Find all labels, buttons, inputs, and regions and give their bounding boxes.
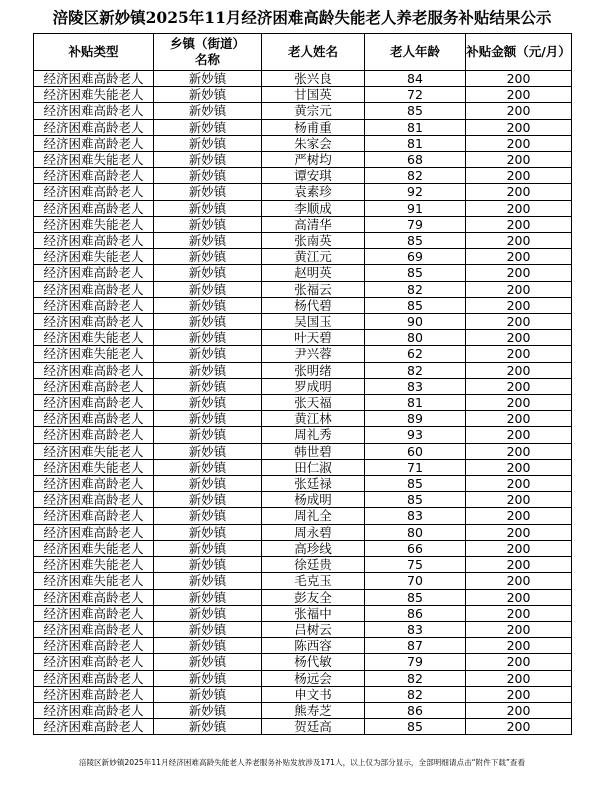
- age-cell: 79: [365, 216, 466, 232]
- table-row: [34, 702, 572, 718]
- age-cell: 85: [365, 265, 466, 281]
- age-cell: 80: [365, 524, 466, 540]
- table-row: [34, 540, 572, 556]
- table-row: [34, 152, 572, 168]
- town-cell: 新妙镇: [154, 557, 262, 573]
- subsidy-type-cell: 经济困难失能老人: [34, 87, 154, 103]
- header-subsidy-type: 补贴类型: [34, 34, 154, 71]
- amount-cell: 200: [466, 168, 572, 184]
- subsidy-type-cell: 经济困难失能老人: [34, 557, 154, 573]
- amount-cell: 200: [466, 605, 572, 621]
- town-cell: 新妙镇: [154, 184, 262, 200]
- town-cell: 新妙镇: [154, 249, 262, 265]
- subsidy-type-cell: 经济困难失能老人: [34, 330, 154, 346]
- subsidy-type-cell: 经济困难高龄老人: [34, 508, 154, 524]
- subsidy-type-cell: 经济困难失能老人: [34, 152, 154, 168]
- subsidy-type-cell: 经济困难高龄老人: [34, 524, 154, 540]
- town-cell: 新妙镇: [154, 168, 262, 184]
- name-cell: 高珍线: [262, 540, 365, 556]
- amount-cell: 200: [466, 314, 572, 330]
- amount-cell: 200: [466, 492, 572, 508]
- subsidy-type-cell: 经济困难高龄老人: [34, 427, 154, 443]
- subsidy-type-cell: 经济困难高龄老人: [34, 476, 154, 492]
- header-subsidy-amount: 补贴金额（元/月）: [466, 34, 572, 71]
- table-row: [34, 346, 572, 362]
- amount-cell: 200: [466, 297, 572, 313]
- table-row: [34, 297, 572, 313]
- amount-cell: 200: [466, 411, 572, 427]
- table-row: [34, 395, 572, 411]
- age-cell: 92: [365, 184, 466, 200]
- table-row: [34, 314, 572, 330]
- subsidy-type-cell: 经济困难高龄老人: [34, 200, 154, 216]
- name-cell: 贺廷高: [262, 719, 365, 735]
- town-cell: 新妙镇: [154, 719, 262, 735]
- table-row: [34, 135, 572, 151]
- age-cell: 86: [365, 702, 466, 718]
- name-cell: 申文书: [262, 686, 365, 702]
- subsidy-type-cell: 经济困难高龄老人: [34, 362, 154, 378]
- subsidy-type-cell: 经济困难高龄老人: [34, 638, 154, 654]
- table-row: [34, 330, 572, 346]
- amount-cell: 200: [466, 508, 572, 524]
- name-cell: 赵明英: [262, 265, 365, 281]
- town-cell: 新妙镇: [154, 654, 262, 670]
- amount-cell: 200: [466, 233, 572, 249]
- table-row: [34, 719, 572, 735]
- subsidy-type-cell: 经济困难高龄老人: [34, 670, 154, 686]
- subsidy-type-cell: 经济困难高龄老人: [34, 605, 154, 621]
- town-cell: 新妙镇: [154, 297, 262, 313]
- footnote: 涪陵区新妙镇2025年11月经济困难高龄失能老人养老服务补贴发放涉及171人，以上仅为部分显示，全部明细请点击“附件下载”查看: [78, 758, 526, 767]
- age-cell: 82: [365, 686, 466, 702]
- amount-cell: 200: [466, 103, 572, 119]
- table-row: [34, 508, 572, 524]
- table-row: [34, 524, 572, 540]
- town-cell: 新妙镇: [154, 686, 262, 702]
- table-header-row: [34, 34, 572, 71]
- name-cell: 张南英: [262, 233, 365, 249]
- town-cell: 新妙镇: [154, 216, 262, 232]
- town-cell: 新妙镇: [154, 233, 262, 249]
- town-cell: 新妙镇: [154, 281, 262, 297]
- subsidy-type-cell: 经济困难失能老人: [34, 249, 154, 265]
- town-cell: 新妙镇: [154, 103, 262, 119]
- header-elder-name: 老人姓名: [262, 34, 365, 71]
- town-cell: 新妙镇: [154, 378, 262, 394]
- subsidy-type-cell: 经济困难高龄老人: [34, 265, 154, 281]
- page-title: 涪陵区新妙镇2025年11月经济困难高龄失能老人养老服务补贴结果公示: [52, 8, 552, 27]
- subsidy-type-cell: 经济困难高龄老人: [34, 135, 154, 151]
- subsidy-type-cell: 经济困难失能老人: [34, 573, 154, 589]
- name-cell: 李顺成: [262, 200, 365, 216]
- age-cell: 68: [365, 152, 466, 168]
- age-cell: 85: [365, 719, 466, 735]
- town-cell: 新妙镇: [154, 492, 262, 508]
- name-cell: 杨代碧: [262, 297, 365, 313]
- town-cell: 新妙镇: [154, 314, 262, 330]
- table-body: [34, 71, 572, 735]
- age-cell: 85: [365, 103, 466, 119]
- town-cell: 新妙镇: [154, 702, 262, 718]
- name-cell: 罗成明: [262, 378, 365, 394]
- name-cell: 吕树云: [262, 621, 365, 637]
- subsidy-type-cell: 经济困难失能老人: [34, 540, 154, 556]
- amount-cell: 200: [466, 557, 572, 573]
- name-cell: 黄江元: [262, 249, 365, 265]
- amount-cell: 200: [466, 346, 572, 362]
- name-cell: 张福云: [262, 281, 365, 297]
- age-cell: 81: [365, 135, 466, 151]
- age-cell: 60: [365, 443, 466, 459]
- name-cell: 高清华: [262, 216, 365, 232]
- name-cell: 黄江林: [262, 411, 365, 427]
- table-row: [34, 605, 572, 621]
- town-cell: 新妙镇: [154, 621, 262, 637]
- table-row: [34, 184, 572, 200]
- subsidy-type-cell: 经济困难高龄老人: [34, 184, 154, 200]
- town-cell: 新妙镇: [154, 346, 262, 362]
- age-cell: 83: [365, 508, 466, 524]
- amount-cell: 200: [466, 152, 572, 168]
- amount-cell: 200: [466, 670, 572, 686]
- name-cell: 杨远会: [262, 670, 365, 686]
- table-row: [34, 686, 572, 702]
- subsidy-type-cell: 经济困难失能老人: [34, 216, 154, 232]
- table-row: [34, 492, 572, 508]
- subsidy-type-cell: 经济困难高龄老人: [34, 686, 154, 702]
- subsidy-table: [33, 33, 572, 735]
- name-cell: 徐廷贵: [262, 557, 365, 573]
- amount-cell: 200: [466, 524, 572, 540]
- subsidy-type-cell: 经济困难高龄老人: [34, 233, 154, 249]
- amount-cell: 200: [466, 184, 572, 200]
- subsidy-type-cell: 经济困难失能老人: [34, 459, 154, 475]
- amount-cell: 200: [466, 395, 572, 411]
- name-cell: 甘国英: [262, 87, 365, 103]
- table-row: [34, 459, 572, 475]
- table-row: [34, 281, 572, 297]
- age-cell: 83: [365, 378, 466, 394]
- name-cell: 周永碧: [262, 524, 365, 540]
- amount-cell: 200: [466, 702, 572, 718]
- age-cell: 82: [365, 168, 466, 184]
- table-row: [34, 589, 572, 605]
- town-cell: 新妙镇: [154, 119, 262, 135]
- amount-cell: 200: [466, 443, 572, 459]
- age-cell: 85: [365, 233, 466, 249]
- subsidy-type-cell: 经济困难高龄老人: [34, 119, 154, 135]
- table-row: [34, 411, 572, 427]
- age-cell: 71: [365, 459, 466, 475]
- town-cell: 新妙镇: [154, 71, 262, 87]
- name-cell: 田仁淑: [262, 459, 365, 475]
- subsidy-type-cell: 经济困难高龄老人: [34, 71, 154, 87]
- table-row: [34, 670, 572, 686]
- name-cell: 袁素珍: [262, 184, 365, 200]
- age-cell: 81: [365, 395, 466, 411]
- amount-cell: 200: [466, 654, 572, 670]
- table-row: [34, 233, 572, 249]
- name-cell: 尹兴蓉: [262, 346, 365, 362]
- town-cell: 新妙镇: [154, 540, 262, 556]
- age-cell: 89: [365, 411, 466, 427]
- table-row: [34, 119, 572, 135]
- amount-cell: 200: [466, 589, 572, 605]
- age-cell: 82: [365, 281, 466, 297]
- name-cell: 谭安琪: [262, 168, 365, 184]
- age-cell: 82: [365, 670, 466, 686]
- age-cell: 79: [365, 654, 466, 670]
- town-cell: 新妙镇: [154, 573, 262, 589]
- town-cell: 新妙镇: [154, 427, 262, 443]
- age-cell: 72: [365, 87, 466, 103]
- name-cell: 张兴良: [262, 71, 365, 87]
- name-cell: 周礼全: [262, 508, 365, 524]
- town-cell: 新妙镇: [154, 443, 262, 459]
- age-cell: 81: [365, 119, 466, 135]
- amount-cell: 200: [466, 265, 572, 281]
- age-cell: 91: [365, 200, 466, 216]
- town-cell: 新妙镇: [154, 395, 262, 411]
- amount-cell: 200: [466, 638, 572, 654]
- age-cell: 93: [365, 427, 466, 443]
- subsidy-type-cell: 经济困难高龄老人: [34, 297, 154, 313]
- table-row: [34, 378, 572, 394]
- table-row: [34, 103, 572, 119]
- name-cell: 彭友全: [262, 589, 365, 605]
- town-cell: 新妙镇: [154, 524, 262, 540]
- header-town-name: 乡镇（街道） 名称: [154, 34, 262, 71]
- amount-cell: 200: [466, 719, 572, 735]
- subsidy-type-cell: 经济困难高龄老人: [34, 654, 154, 670]
- amount-cell: 200: [466, 427, 572, 443]
- age-cell: 83: [365, 621, 466, 637]
- name-cell: 朱家会: [262, 135, 365, 151]
- subsidy-type-cell: 经济困难高龄老人: [34, 411, 154, 427]
- name-cell: 毛克玉: [262, 573, 365, 589]
- subsidy-type-cell: 经济困难高龄老人: [34, 314, 154, 330]
- subsidy-type-cell: 经济困难高龄老人: [34, 378, 154, 394]
- subsidy-type-cell: 经济困难高龄老人: [34, 395, 154, 411]
- age-cell: 69: [365, 249, 466, 265]
- town-cell: 新妙镇: [154, 87, 262, 103]
- amount-cell: 200: [466, 200, 572, 216]
- table-row: [34, 265, 572, 281]
- table-row: [34, 654, 572, 670]
- town-cell: 新妙镇: [154, 135, 262, 151]
- amount-cell: 200: [466, 249, 572, 265]
- age-cell: 85: [365, 492, 466, 508]
- amount-cell: 200: [466, 378, 572, 394]
- name-cell: 杨甫重: [262, 119, 365, 135]
- name-cell: 叶天碧: [262, 330, 365, 346]
- age-cell: 82: [365, 362, 466, 378]
- table-row: [34, 476, 572, 492]
- amount-cell: 200: [466, 216, 572, 232]
- subsidy-type-cell: 经济困难高龄老人: [34, 719, 154, 735]
- age-cell: 85: [365, 476, 466, 492]
- amount-cell: 200: [466, 476, 572, 492]
- amount-cell: 200: [466, 135, 572, 151]
- name-cell: 陈西容: [262, 638, 365, 654]
- table-row: [34, 87, 572, 103]
- age-cell: 86: [365, 605, 466, 621]
- town-cell: 新妙镇: [154, 200, 262, 216]
- amount-cell: 200: [466, 87, 572, 103]
- name-cell: 严树均: [262, 152, 365, 168]
- name-cell: 张明绪: [262, 362, 365, 378]
- town-cell: 新妙镇: [154, 638, 262, 654]
- table-row: [34, 200, 572, 216]
- subsidy-type-cell: 经济困难高龄老人: [34, 492, 154, 508]
- subsidy-type-cell: 经济困难高龄老人: [34, 281, 154, 297]
- name-cell: 张廷禄: [262, 476, 365, 492]
- name-cell: 吴国玉: [262, 314, 365, 330]
- name-cell: 张天福: [262, 395, 365, 411]
- amount-cell: 200: [466, 540, 572, 556]
- table-row: [34, 557, 572, 573]
- table-row: [34, 216, 572, 232]
- age-cell: 62: [365, 346, 466, 362]
- town-cell: 新妙镇: [154, 330, 262, 346]
- age-cell: 85: [365, 589, 466, 605]
- amount-cell: 200: [466, 71, 572, 87]
- table-row: [34, 621, 572, 637]
- town-cell: 新妙镇: [154, 265, 262, 281]
- town-cell: 新妙镇: [154, 411, 262, 427]
- age-cell: 66: [365, 540, 466, 556]
- subsidy-type-cell: 经济困难失能老人: [34, 346, 154, 362]
- amount-cell: 200: [466, 686, 572, 702]
- subsidy-type-cell: 经济困难高龄老人: [34, 589, 154, 605]
- age-cell: 75: [365, 557, 466, 573]
- name-cell: 熊寿芝: [262, 702, 365, 718]
- amount-cell: 200: [466, 573, 572, 589]
- amount-cell: 200: [466, 119, 572, 135]
- subsidy-type-cell: 经济困难失能老人: [34, 443, 154, 459]
- subsidy-type-cell: 经济困难高龄老人: [34, 103, 154, 119]
- subsidy-type-cell: 经济困难高龄老人: [34, 168, 154, 184]
- table-row: [34, 573, 572, 589]
- name-cell: 周礼秀: [262, 427, 365, 443]
- name-cell: 杨代敏: [262, 654, 365, 670]
- age-cell: 87: [365, 638, 466, 654]
- table-row: [34, 638, 572, 654]
- table-row: [34, 427, 572, 443]
- name-cell: 黄宗元: [262, 103, 365, 119]
- town-cell: 新妙镇: [154, 670, 262, 686]
- town-cell: 新妙镇: [154, 476, 262, 492]
- age-cell: 70: [365, 573, 466, 589]
- age-cell: 90: [365, 314, 466, 330]
- table-row: [34, 71, 572, 87]
- subsidy-type-cell: 经济困难高龄老人: [34, 702, 154, 718]
- amount-cell: 200: [466, 621, 572, 637]
- table-row: [34, 362, 572, 378]
- age-cell: 85: [365, 297, 466, 313]
- town-cell: 新妙镇: [154, 362, 262, 378]
- age-cell: 80: [365, 330, 466, 346]
- town-cell: 新妙镇: [154, 152, 262, 168]
- name-cell: 杨成明: [262, 492, 365, 508]
- subsidy-type-cell: 经济困难高龄老人: [34, 621, 154, 637]
- town-cell: 新妙镇: [154, 508, 262, 524]
- amount-cell: 200: [466, 281, 572, 297]
- table-row: [34, 249, 572, 265]
- age-cell: 84: [365, 71, 466, 87]
- town-cell: 新妙镇: [154, 589, 262, 605]
- table-row: [34, 443, 572, 459]
- town-cell: 新妙镇: [154, 605, 262, 621]
- amount-cell: 200: [466, 459, 572, 475]
- town-cell: 新妙镇: [154, 459, 262, 475]
- amount-cell: 200: [466, 330, 572, 346]
- name-cell: 韩世碧: [262, 443, 365, 459]
- table-row: [34, 168, 572, 184]
- amount-cell: 200: [466, 362, 572, 378]
- header-elder-age: 老人年龄: [365, 34, 466, 71]
- name-cell: 张福中: [262, 605, 365, 621]
